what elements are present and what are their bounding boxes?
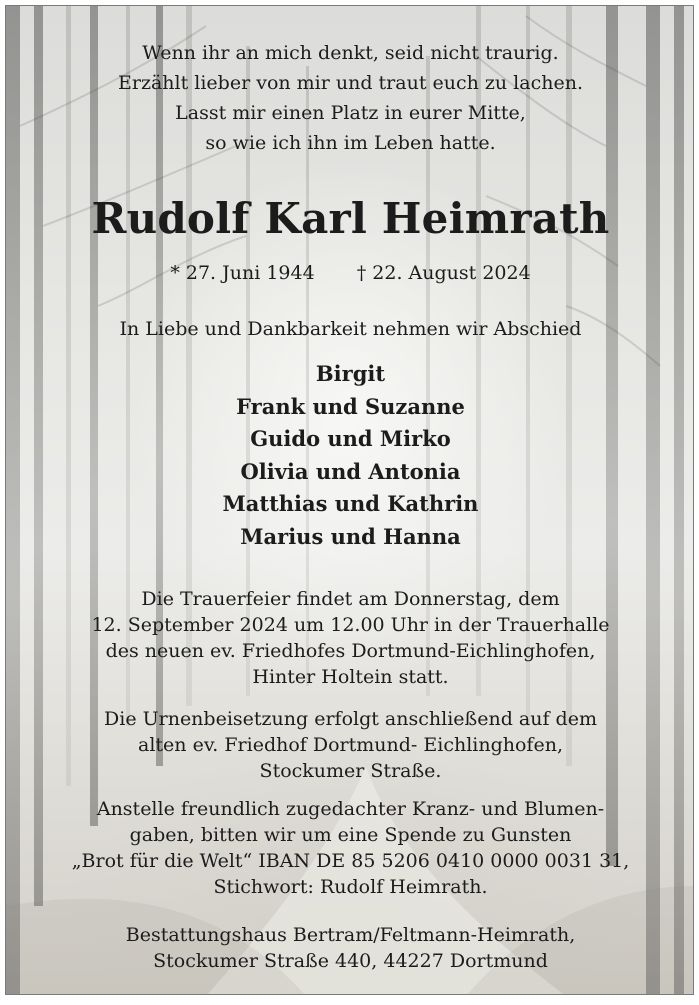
funeral-line: Die Trauerfeier findet am Donnerstag, dem bbox=[141, 588, 560, 610]
funeral-info bbox=[6, 586, 694, 690]
urn-line: alten ev. Friedhof Dortmund- Eichlinghofen, bbox=[138, 734, 563, 756]
undertaker-line: Bestattungshaus Bertram/Feltmann-Heimrath, bbox=[125, 924, 576, 946]
mourner: Birgit bbox=[315, 361, 386, 386]
donation-line: gaben, bitten wir um eine Spende zu Gunsten bbox=[129, 824, 572, 846]
mourner: Frank und Suzanne bbox=[236, 393, 465, 419]
mourners-list bbox=[6, 358, 694, 553]
farewell-text: In Liebe und Dankbarkeit nehmen wir Abschied bbox=[119, 318, 582, 340]
deceased-name: Rudolf Karl Heimrath bbox=[91, 194, 610, 243]
urn-line: Die Urnenbeisetzung erfolgt anschließend auf dem bbox=[104, 708, 597, 730]
obituary-card bbox=[5, 5, 694, 995]
poem bbox=[6, 38, 694, 158]
death-date: † 22. August 2024 bbox=[356, 262, 531, 284]
donation-line: „Brot für die Welt“ IBAN DE 85 5206 0410 0000 0031 31, bbox=[71, 850, 630, 872]
poem-line: Lasst mir einen Platz in eurer Mitte, bbox=[175, 102, 526, 124]
life-dates bbox=[6, 262, 694, 284]
poem-line: Wenn ihr an mich denkt, seid nicht traurig. bbox=[142, 42, 559, 64]
funeral-line: 12. September 2024 um 12.00 Uhr in der Trauerhalle bbox=[91, 614, 610, 636]
donation-info bbox=[6, 796, 694, 900]
mourner: Matthias und Kathrin bbox=[222, 491, 479, 516]
birth-date: * 27. Juni 1944 bbox=[170, 262, 315, 284]
funeral-line: des neuen ev. Friedhofes Dortmund-Eichlinghofen, bbox=[105, 640, 596, 662]
donation-line: Anstelle freundlich zugedachter Kranz- und Blumen- bbox=[96, 798, 605, 820]
poem-line: Erzählt lieber von mir und traut euch zu lachen. bbox=[118, 72, 583, 94]
mourner: Marius und Hanna bbox=[240, 523, 461, 549]
urn-burial-info bbox=[6, 706, 694, 784]
funeral-line: Hinter Holtein statt. bbox=[252, 666, 449, 688]
undertaker-info bbox=[6, 922, 694, 974]
donation-line: Stichwort: Rudolf Heimrath. bbox=[213, 876, 488, 898]
poem-line: so wie ich ihn im Leben hatte. bbox=[205, 132, 496, 154]
urn-line: Stockumer Straße. bbox=[259, 760, 442, 782]
undertaker-line: Stockumer Straße 440, 44227 Dortmund bbox=[153, 950, 548, 972]
mourner: Guido und Mirko bbox=[250, 426, 451, 451]
mourner: Olivia und Antonia bbox=[240, 458, 461, 484]
